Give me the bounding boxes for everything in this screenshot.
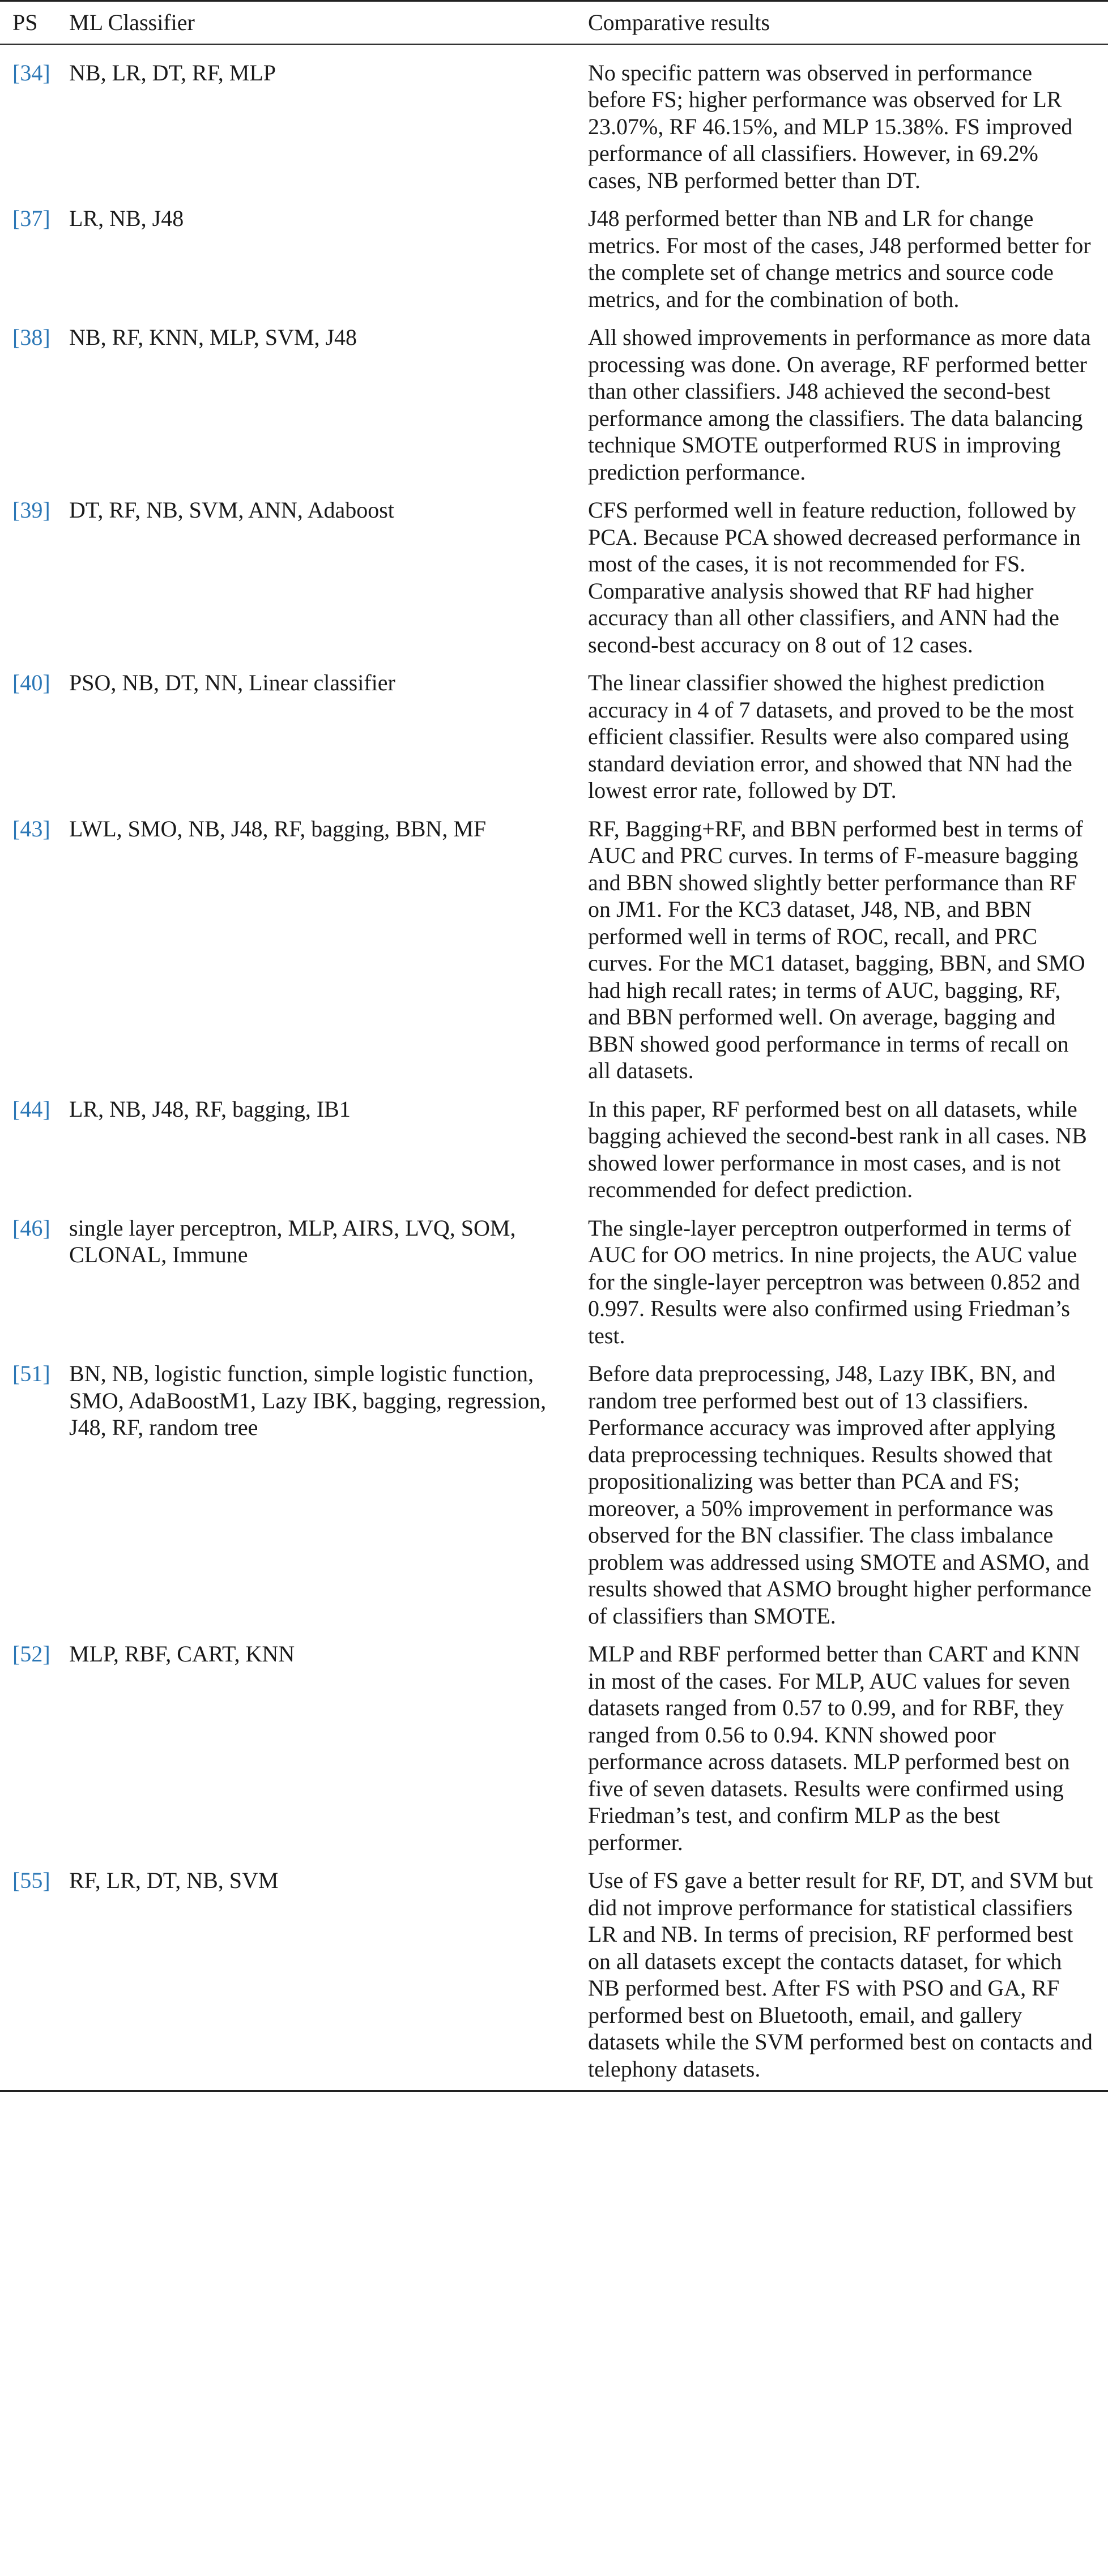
header-comparative-results: Comparative results — [577, 1, 1108, 44]
classifier-cell: BN, NB, logistic function, simple logistic function, SMO, AdaBoostM1, Lazy IBK, bagging, regression, J48, RF, random tree — [69, 1361, 547, 1440]
reference-link[interactable]: [44] — [12, 1096, 50, 1122]
table-row — [0, 1634, 1108, 1860]
classifier-cell: RF, LR, DT, NB, SVM — [58, 1860, 577, 2091]
results-cell: Before data preprocessing, J48, Lazy IBK, BN, and random tree performed best out of 13 classifiers. Performance accuracy was improved after applying data preprocessing techniques. Results showed that propositionalizing was better than PCA and FS; moreover, a 50% improvement in performance was observed for the BN classifier. The class imbalance problem was addressed using SMOTE and ASMO, and results showed that ASMO brought higher performance of classifiers than SMOTE. — [588, 1361, 1092, 1629]
reference-link[interactable]: [40] — [12, 670, 50, 695]
reference-link[interactable]: [39] — [12, 497, 50, 523]
results-cell: CFS performed well in feature reduction, followed by PCA. Because PCA showed decreased performance in most of the cases, it is not recommended for FS. Comparative analysis showed that RF had higher accuracy than all other classifiers, and ANN had the second-best accuracy on 8 out of 12 cases. — [588, 497, 1081, 657]
results-cell: MLP and RBF performed better than CART and KNN in most of the cases. For MLP, AUC values for seven datasets ranged from 0.57 to 0.99, and for RBF, they ranged from 0.56 to 0.94. KNN showed poor performance across datasets. MLP performed best on five of seven datasets. Results were confirmed using Friedman’s test, and confirm MLP as the best performer. — [588, 1641, 1080, 1855]
classifier-cell: LWL, SMO, NB, J48, RF, bagging, BBN, MF — [69, 815, 487, 841]
table-row — [0, 1353, 1108, 1634]
classifier-cell: MLP, RBF, CART, KNN — [69, 1641, 295, 1667]
results-cell: J48 performed better than NB and LR for change metrics. For most of the cases, J48 performed better for the complete set of change metrics and source code metrics, and for the combination of both. — [588, 206, 1091, 312]
table-header-row — [0, 1, 1108, 44]
classifier-cell: single layer perceptron, MLP, AIRS, LVQ, SOM, CLONAL, Immune — [69, 1215, 516, 1267]
classifier-cell: NB, LR, DT, RF, MLP — [69, 59, 276, 86]
table-row — [0, 44, 1108, 199]
reference-link[interactable]: [51] — [12, 1361, 50, 1386]
classifier-cell: DT, RF, NB, SVM, ANN, Adaboost — [69, 497, 394, 523]
table-row — [0, 1860, 1108, 2091]
classifier-cell: LR, NB, J48, RF, bagging, IB1 — [69, 1096, 351, 1122]
results-cell: Use of FS gave a better result for RF, DT, and SVM but did not improve performance for statistical classifiers LR and NB. In terms of precision, RF performed best on all datasets except the contacts dataset, for which NB performed best. After FS with PSO and GA, RF performed best on Bluetooth, email, and gallery datasets while the SVM performed best on contacts and telephony datasets. — [577, 1860, 1108, 2091]
table-row — [0, 490, 1108, 663]
reference-link[interactable]: [43] — [12, 815, 50, 841]
results-cell: The linear classifier showed the highest prediction accuracy in 4 of 7 datasets, and proved to be the most efficient classifier. Results were also compared using standard deviation error, and showed that NN had the lowest error rate, followed by DT. — [588, 670, 1074, 803]
results-cell: No specific pattern was observed in performance before FS; higher performance was observed for LR 23.07%, RF 46.15%, and MLP 15.38%. FS improved performance of all classifiers. However, in 69.2% cases, NB performed better than DT. — [588, 59, 1073, 193]
table-row — [0, 809, 1108, 1089]
reference-link[interactable]: [46] — [12, 1215, 50, 1241]
table-row — [0, 1208, 1108, 1354]
classifier-cell: NB, RF, KNN, MLP, SVM, J48 — [69, 324, 357, 350]
reference-link[interactable]: [37] — [12, 206, 50, 231]
reference-link[interactable]: [34] — [12, 59, 50, 86]
results-cell: The single-layer perceptron outperformed in terms of AUC for OO metrics. In nine projects, the AUC value for the single-layer perceptron was between 0.852 and 0.997. Results were also confirmed using Friedman’s test. — [588, 1215, 1080, 1348]
reference-link[interactable]: [52] — [12, 1641, 50, 1667]
header-ml-classifier: ML Classifier — [58, 1, 577, 44]
classifier-cell: LR, NB, J48 — [69, 206, 184, 231]
table-row — [0, 1089, 1108, 1208]
reference-link[interactable]: [38] — [12, 324, 50, 350]
results-cell: In this paper, RF performed best on all datasets, while bagging achieved the second-best rank in all cases. NB showed lower performance in most cases, and is not recommended for defect prediction. — [588, 1096, 1087, 1202]
classifier-cell: PSO, NB, DT, NN, Linear classifier — [69, 670, 395, 695]
table-row — [0, 198, 1108, 317]
reference-link[interactable]: [55] — [12, 1868, 50, 1893]
results-cell: All showed improvements in performance as more data processing was done. On average, RF performed better than other classifiers. J48 achieved the second-best performance among the classifiers. The data balancing technique SMOTE outperformed RUS in improving prediction performance. — [588, 324, 1091, 485]
table-row — [0, 317, 1108, 490]
table-row — [0, 663, 1108, 809]
results-cell: RF, Bagging+RF, and BBN performed best in terms of AUC and PRC curves. In terms of F-measure bagging and BBN showed slightly better performance than RF on JM1. For the KC3 dataset, J48, NB, and BBN performed well in terms of ROC, recall, and PRC curves. For the MC1 dataset, bagging, BBN, and SMO had high recall rates; in terms of AUC, bagging, RF, and BBN performed well. On average, bagging and BBN showed good performance in terms of recall on all datasets. — [588, 815, 1085, 1083]
header-ps: PS — [0, 1, 58, 44]
